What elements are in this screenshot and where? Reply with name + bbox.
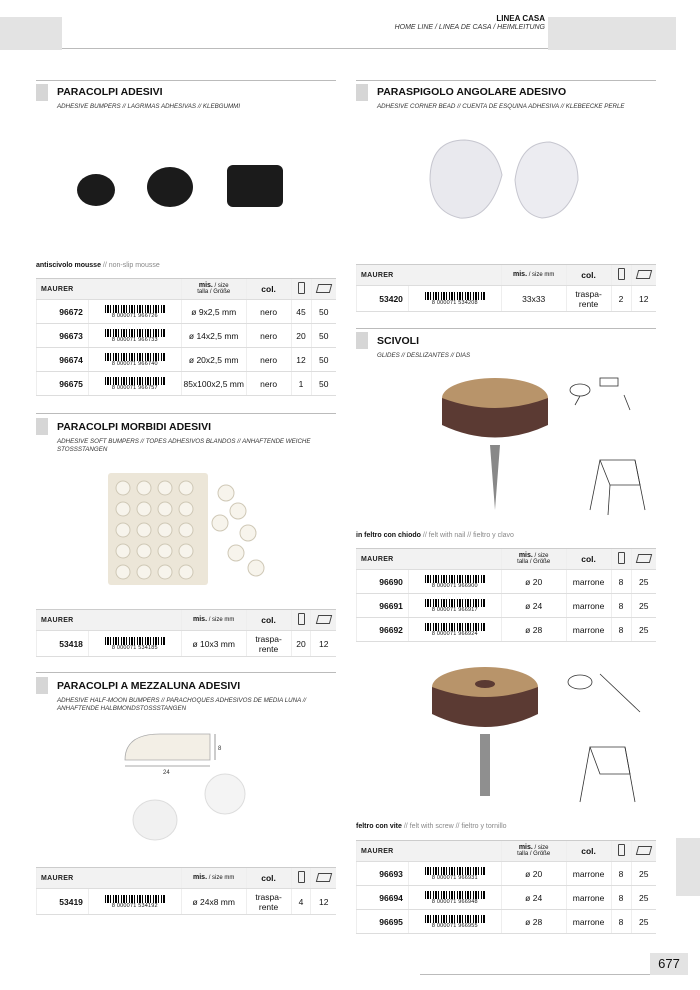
color-cell: traspa-rente: [566, 286, 611, 312]
caption-main: antiscivolo mousse: [36, 262, 101, 269]
qty-pack: 12: [311, 889, 336, 915]
table-row: [357, 618, 657, 642]
size-header: mis. / size talla / Größe: [181, 279, 246, 300]
color-header: col.: [246, 610, 291, 631]
barcode: [408, 570, 501, 594]
caption-alt: // felt with screw // fieltro y tornillo: [403, 823, 507, 830]
half-moon-bumpers-image: [115, 730, 275, 845]
section-title: PARASPIGOLO ANGOLARE ADESIVO: [377, 86, 567, 98]
table-row: [357, 594, 657, 618]
product-code: 96692: [357, 618, 409, 642]
qty-inner: 20: [291, 324, 311, 348]
qty-inner: 8: [611, 886, 631, 910]
table-row: [37, 324, 337, 348]
qty-inner: 1: [291, 372, 311, 396]
qty-pack: 50: [311, 372, 336, 396]
product-code: 96694: [357, 886, 409, 910]
box-icon: [291, 279, 311, 300]
caption-alt: // non-slip mousse: [102, 262, 160, 269]
barcode: [408, 286, 501, 312]
barcode: [88, 631, 181, 657]
box-icon: [611, 841, 631, 862]
size-header: mis. / size mm: [501, 265, 566, 286]
ean-number: 8 000071 534185: [111, 644, 158, 651]
table-row: [357, 286, 657, 312]
brand-label: MAURER: [37, 868, 182, 889]
barcode: [408, 910, 501, 934]
barcode: [408, 862, 501, 886]
size-cell: ø 24: [501, 886, 566, 910]
pack-icon: [631, 549, 656, 570]
table-row: [357, 570, 657, 594]
table-row: [357, 862, 657, 886]
color-cell: nero: [246, 372, 291, 396]
color-cell: nero: [246, 324, 291, 348]
qty-pack: 25: [631, 618, 656, 642]
table-row: [37, 300, 337, 324]
brand-label: MAURER: [357, 265, 502, 286]
dimension-height: 8: [218, 746, 222, 752]
pack-icon: [631, 265, 656, 286]
barcode: [88, 889, 181, 915]
product-code: 96691: [357, 594, 409, 618]
ean-number: 8 000071 966931: [431, 874, 478, 881]
qty-inner: 20: [291, 631, 311, 657]
ean-number: 8 000071 966948: [431, 898, 478, 905]
qty-pack: 25: [631, 570, 656, 594]
color-cell: nero: [246, 348, 291, 372]
section-title: PARACOLPI ADESIVI: [57, 86, 163, 98]
box-icon: [611, 549, 631, 570]
color-cell: marrone: [566, 886, 611, 910]
size-cell: ø 20: [501, 570, 566, 594]
product-table-scivoli-nail: [356, 548, 656, 642]
product-code: 96675: [37, 372, 89, 396]
size-cell: 33x33: [501, 286, 566, 312]
table-row: [357, 910, 657, 934]
size-cell: ø 24: [501, 594, 566, 618]
page-number: 677: [650, 953, 688, 975]
size-cell: 85x100x2,5 mm: [181, 372, 246, 396]
caption-alt: // felt with nail // fieltro y clavo: [422, 532, 514, 539]
size-cell: ø 10x3 mm: [181, 631, 246, 657]
product-code: 96673: [37, 324, 89, 348]
brand-label: MAURER: [357, 549, 502, 570]
color-cell: marrone: [566, 570, 611, 594]
table-row: [37, 889, 337, 915]
side-tab: [676, 838, 700, 896]
qty-inner: 12: [291, 348, 311, 372]
product-table-mezzaluna: [36, 867, 336, 915]
table-row: [37, 372, 337, 396]
ean-number: 8 000071 534208: [431, 299, 478, 306]
size-header: mis. / size mm: [181, 610, 246, 631]
color-header: col.: [566, 549, 611, 570]
size-header: mis. / size mm: [181, 868, 246, 889]
section-subtitle: ADHESIVE BUMPERS // LAGRIMAS ADHESIVAS // KLEBGUMMI: [57, 103, 241, 110]
product-code: 96672: [37, 300, 89, 324]
qty-inner: 8: [611, 910, 631, 934]
section-subtitle: ADHESIVE SOFT BUMPERS // TOPES ADHESIVOS BLANDOS // ANHAFTENDE WEICHE STOSSSTANGEN: [57, 438, 311, 453]
qty-inner: 8: [611, 594, 631, 618]
dimension-width: 24: [163, 770, 170, 776]
qty-pack: 25: [631, 594, 656, 618]
ean-number: 8 000071 966917: [431, 606, 478, 613]
barcode: [88, 348, 181, 372]
brand-label: MAURER: [357, 841, 502, 862]
size-header: mis. / size talla / Größe: [501, 549, 566, 570]
felt-glide-nail-image: [440, 370, 655, 520]
product-code: 96693: [357, 862, 409, 886]
color-header: col.: [246, 868, 291, 889]
qty-inner: 45: [291, 300, 311, 324]
size-header: mis. / size talla / Größe: [501, 841, 566, 862]
pack-icon: [631, 841, 656, 862]
qty-inner: 8: [611, 618, 631, 642]
caption: [356, 823, 507, 830]
color-cell: marrone: [566, 862, 611, 886]
brand-label: MAURER: [37, 610, 182, 631]
caption: [356, 532, 514, 539]
qty-pack: 25: [631, 910, 656, 934]
pack-icon: [311, 279, 336, 300]
header-tab-right: [548, 17, 676, 50]
black-bumpers-image: [70, 160, 310, 220]
header-subtitle: HOME LINE / LINEA DE CASA / HEIMLEITUNG: [394, 24, 545, 31]
soft-bumpers-image: [108, 473, 278, 588]
color-cell: marrone: [566, 594, 611, 618]
pack-icon: [311, 610, 336, 631]
box-icon: [611, 265, 631, 286]
color-cell: marrone: [566, 910, 611, 934]
color-cell: traspa-rente: [246, 889, 291, 915]
section-subtitle: ADHESIVE HALF-MOON BUMPERS // PARACHOQUES ADHESIVOS DE MEDIA LUNA // ANHAFTENDE HALBMONDSTOSSSTANGEN: [57, 697, 307, 712]
barcode: [88, 300, 181, 324]
section-title: PARACOLPI A MEZZALUNA ADESIVI: [57, 680, 241, 692]
caption-main: in feltro con chiodo: [356, 532, 421, 539]
product-table-scivoli-screw: [356, 840, 656, 934]
table-row: [37, 348, 337, 372]
brand-label: MAURER: [37, 279, 182, 300]
box-icon: [291, 610, 311, 631]
barcode: [88, 372, 181, 396]
barcode: [408, 594, 501, 618]
size-cell: ø 24x8 mm: [181, 889, 246, 915]
pack-icon: [311, 868, 336, 889]
table-row: [37, 631, 337, 657]
qty-pack: 25: [631, 862, 656, 886]
barcode: [88, 324, 181, 348]
corner-bead-image: [420, 130, 590, 230]
qty-inner: 4: [291, 889, 311, 915]
header-tab-left: [0, 17, 62, 50]
color-header: col.: [246, 279, 291, 300]
ean-number: 8 000071 966733: [111, 336, 158, 343]
size-cell: ø 28: [501, 910, 566, 934]
qty-inner: 2: [611, 286, 631, 312]
header-title: LINEA CASA: [496, 14, 545, 23]
product-code: 53418: [37, 631, 89, 657]
product-table-morbidi: [36, 609, 336, 657]
size-cell: ø 20: [501, 862, 566, 886]
size-cell: ø 9x2,5 mm: [181, 300, 246, 324]
color-header: col.: [566, 265, 611, 286]
qty-inner: 8: [611, 570, 631, 594]
ean-number: 8 000071 966740: [111, 360, 158, 367]
box-icon: [291, 868, 311, 889]
table-row: [357, 886, 657, 910]
barcode: [408, 618, 501, 642]
qty-inner: 8: [611, 862, 631, 886]
qty-pack: 12: [631, 286, 656, 312]
product-code: 96690: [357, 570, 409, 594]
color-cell: nero: [246, 300, 291, 324]
ean-number: 8 000071 966757: [111, 384, 158, 391]
size-cell: ø 28: [501, 618, 566, 642]
product-code: 96695: [357, 910, 409, 934]
ean-number: 8 000071 534192: [111, 902, 158, 909]
ean-number: 8 000071 966955: [431, 922, 478, 929]
color-cell: traspa-rente: [246, 631, 291, 657]
product-table-paracolpi: [36, 278, 336, 396]
section-title: SCIVOLI: [377, 335, 420, 347]
caption-main: feltro con vite: [356, 823, 402, 830]
size-cell: ø 20x2,5 mm: [181, 348, 246, 372]
product-code: 53419: [37, 889, 89, 915]
ean-number: 8 000071 966726: [111, 312, 158, 319]
qty-pack: 50: [311, 324, 336, 348]
barcode: [408, 886, 501, 910]
ean-number: 8 000071 966900: [431, 582, 478, 589]
size-cell: ø 14x2,5 mm: [181, 324, 246, 348]
section-subtitle: ADHESIVE CORNER BEAD // CUENTA DE ESQUINA ADHESIVA // KLEBEECKE PERLE: [377, 103, 625, 110]
product-code: 96674: [37, 348, 89, 372]
qty-pack: 50: [311, 300, 336, 324]
ean-number: 8 000071 966924: [431, 630, 478, 637]
qty-pack: 12: [311, 631, 336, 657]
felt-glide-screw-image: [430, 662, 655, 812]
color-header: col.: [566, 841, 611, 862]
section-subtitle: GLIDES // DESLIZANTES // DIAS: [377, 352, 471, 359]
caption: [36, 262, 160, 269]
color-cell: marrone: [566, 618, 611, 642]
product-table-paraspigolo: [356, 264, 656, 312]
product-code: 53420: [357, 286, 409, 312]
section-title: PARACOLPI MORBIDI ADESIVI: [57, 421, 212, 433]
qty-pack: 50: [311, 348, 336, 372]
qty-pack: 25: [631, 886, 656, 910]
